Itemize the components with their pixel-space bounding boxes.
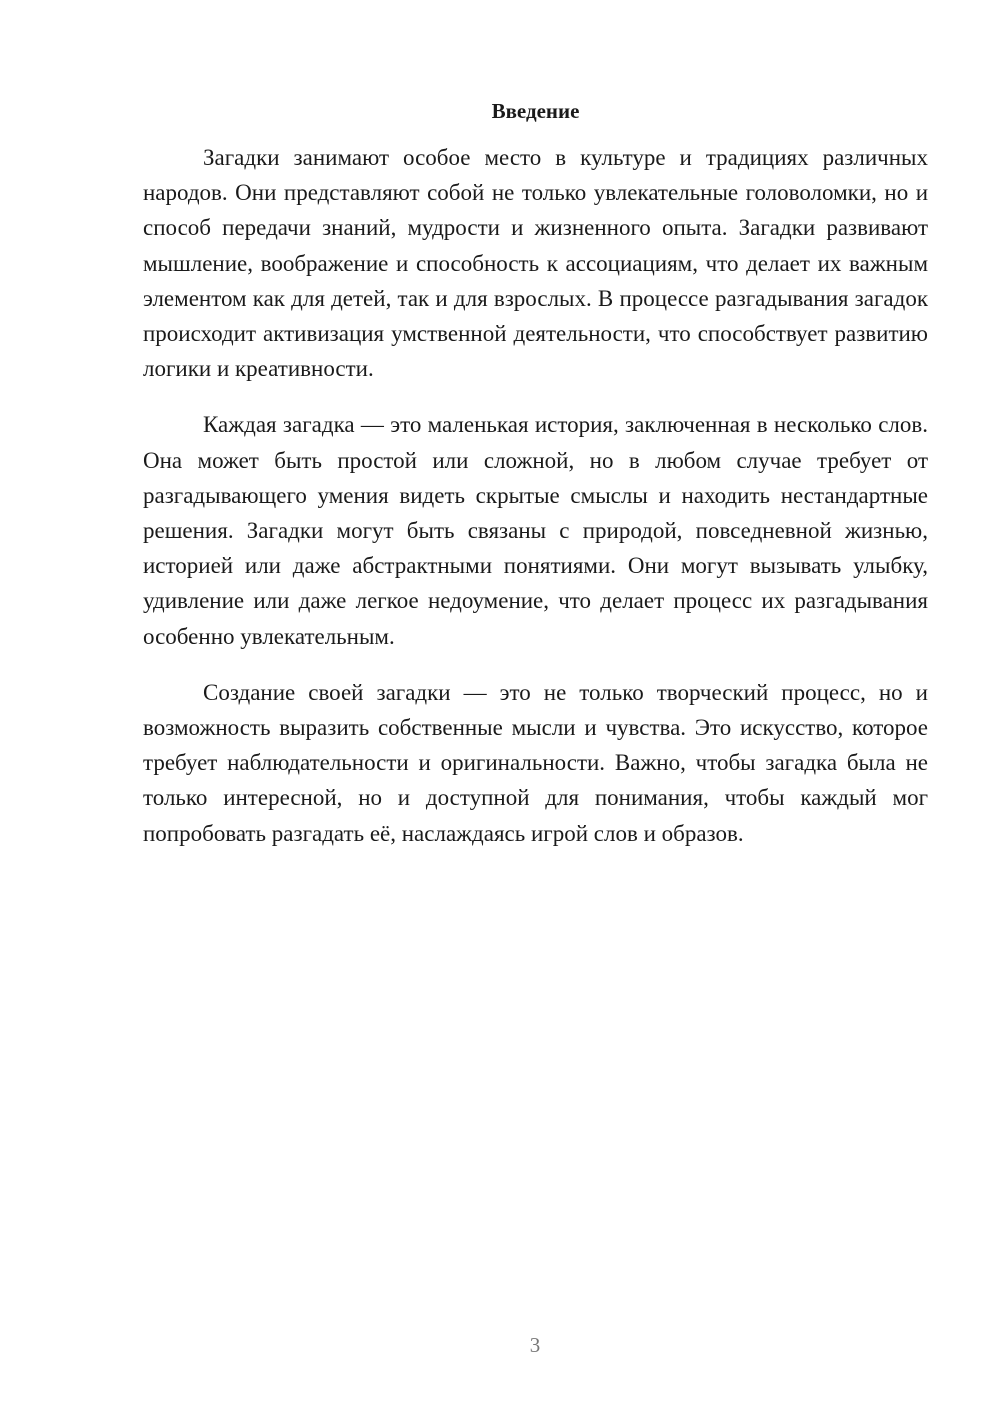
paragraph-1: Загадки занимают особое место в культуре и традициях различных народов. Они представляют собой не только увлекательные головоломки, но и способ передачи знаний, мудрости и жизненного опыта. Загадки развивают мышление, воображение и способность к ассоциациям, что делает их важным элементом как для детей, так и для взрослых. В процессе разгадывания загадок происходит активизация умственной деятельности, что способствует развитию логики и креативности. bbox=[143, 145, 928, 382]
paragraph-3: Создание своей загадки — это не только творческий процесс, но и возможность выразить собственные мысли и чувства. Это искусство, которое требует наблюдательности и оригинальности. Важно, чтобы загадка была не только интересной, но и доступной для понимания, чтобы каждый мог попробовать разгадать её, наслаждаясь игрой слов и образов. bbox=[143, 679, 928, 846]
paragraph-2: Каждая загадка — это маленькая история, заключенная в несколько слов. Она может быть простой или сложной, но в любом случае требует от разгадывающего умения видеть скрытые смыслы и находить нестандартные решения. Загадки могут быть связаны с природой, повседневной жизнью, историей или даже абстрактными понятиями. Они могут вызывать улыбку, удивление или даже легкое недоумение, что делает процесс их разгадывания особенно увлекательным. bbox=[143, 412, 928, 649]
page-number: 3 bbox=[529, 1333, 541, 1357]
page-content bbox=[143, 96, 928, 872]
section-title: Введение bbox=[491, 99, 580, 123]
